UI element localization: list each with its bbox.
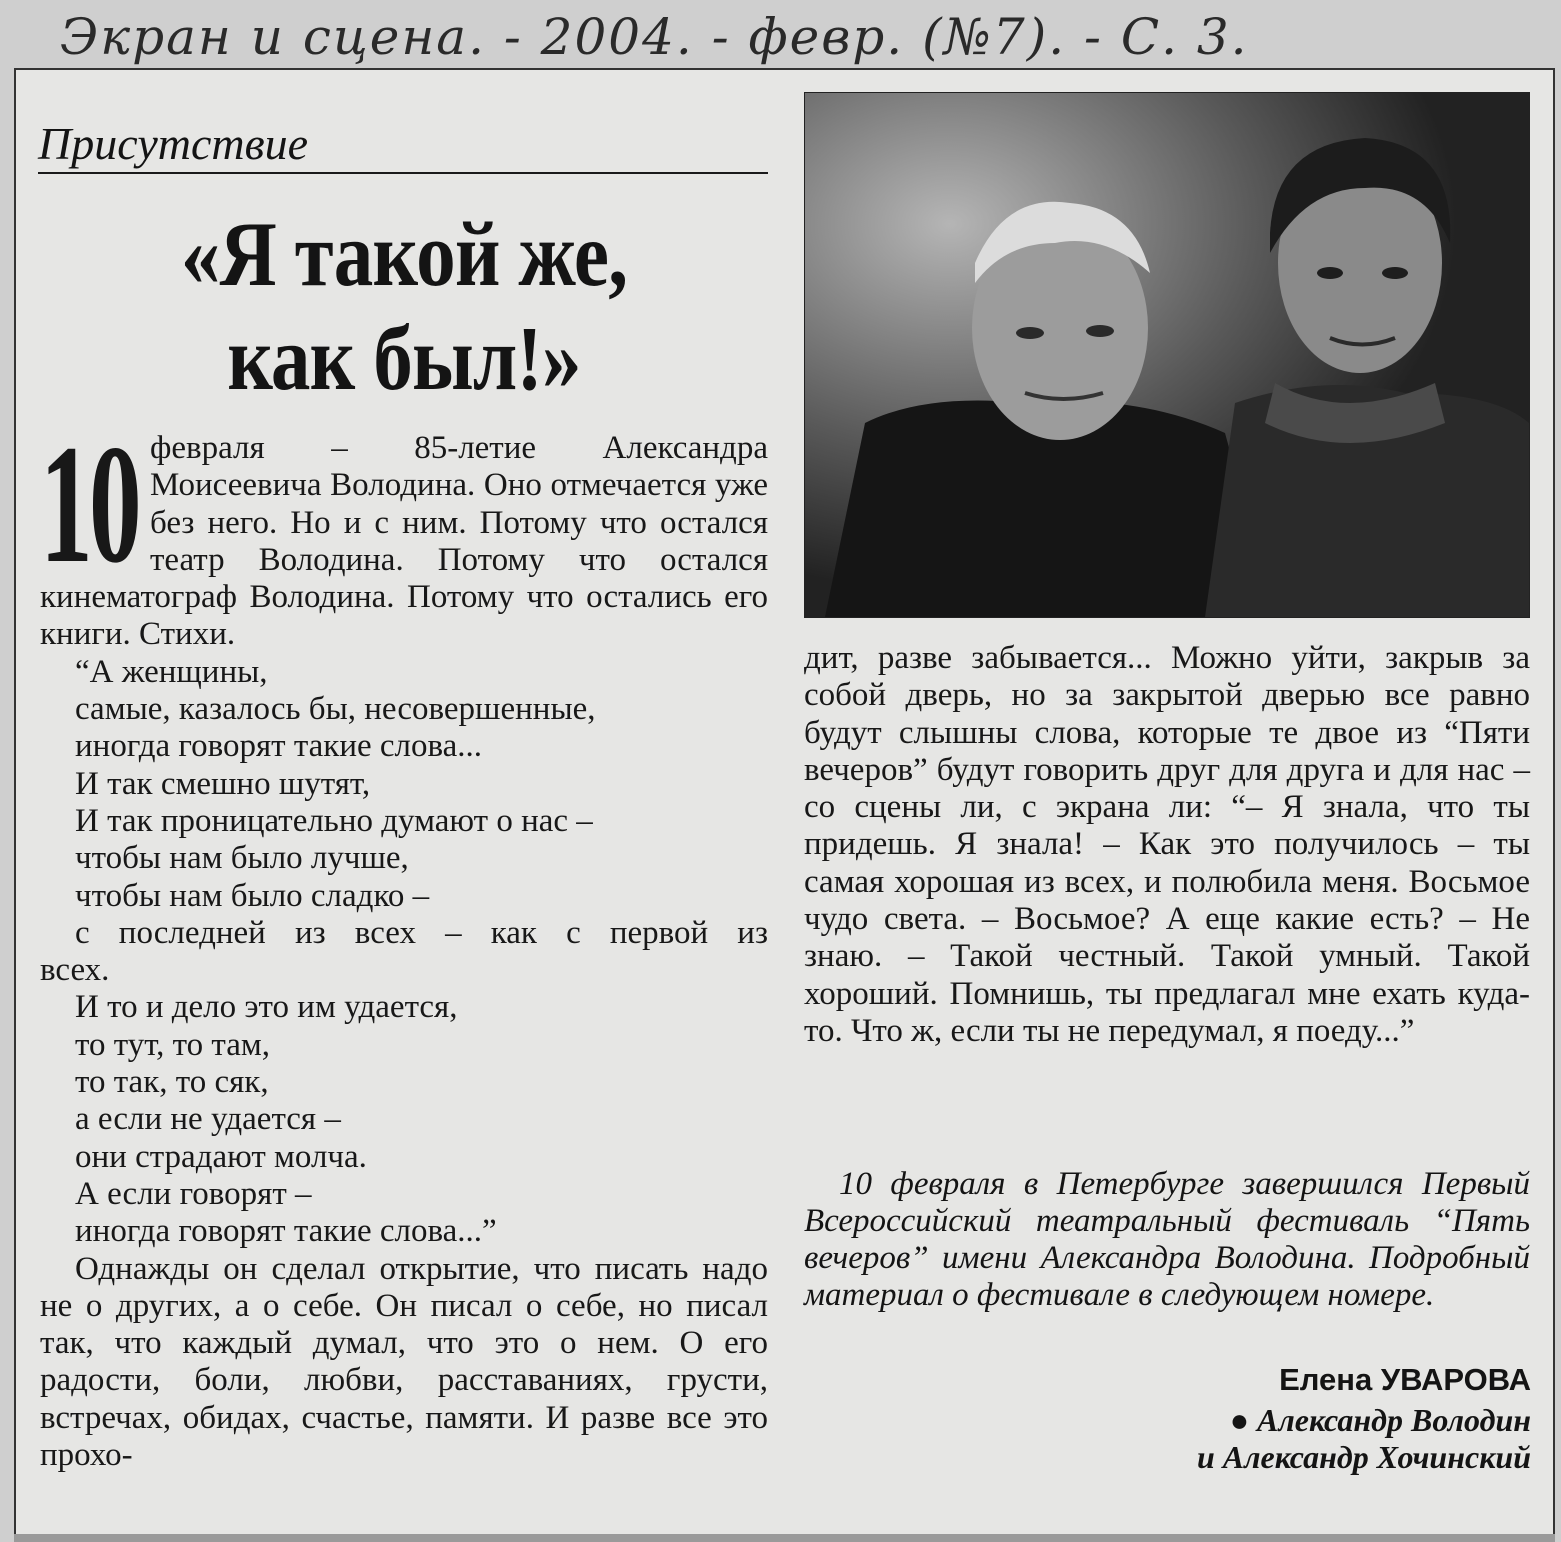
author-byline: Елена УВАРОВА [1279, 1362, 1531, 1397]
poem-line: чтобы нам было сладко – [75, 877, 430, 914]
caption-line-1: ● Александр Володин [1229, 1402, 1531, 1438]
article-headline [91, 202, 717, 410]
poem-line: И так проницательно думают о нас – [75, 802, 593, 839]
left-column [40, 410, 768, 1474]
lead-text: февраля – 85-летие Александра Моисеевича Володина. Оно отмечается уже без него. Но и с ним. Потому что остался театр Володина. Потому что остался кинематограф Володина. Потому что остались его книги. Стихи. [40, 430, 768, 653]
poem-line: И то и дело это им удается, [75, 989, 458, 1026]
right-column [804, 640, 1530, 1050]
poem-line: иногда говорят такие слова...” [75, 1213, 497, 1250]
article-photo [804, 92, 1530, 618]
rubric-title: Присутствие [38, 118, 768, 174]
photo-caption [1031, 1402, 1531, 1476]
poem [40, 654, 768, 1251]
headline-line-1: «Я такой же, [180, 203, 628, 305]
poem-line: а если не удается – [75, 1101, 341, 1138]
photo-illustration [805, 93, 1529, 617]
poem-line: самые, казалось бы, несовершенные, [75, 691, 596, 728]
poem-line: чтобы нам было лучше, [75, 840, 409, 877]
poem-line: иногда говорят такие слова... [75, 728, 483, 765]
poem-line: “А женщины, [75, 653, 268, 690]
lead-paragraph [40, 410, 768, 654]
poem-line: всех. [40, 952, 110, 989]
body-paragraph-left: Однажды он сделал открытие, что писать надо не о других, а о себе. Он писал о себе, но писал так, что каждый думал, что это о нем. О его радости, боли, любви, расставаниях, грусти, встречах, обидах, счастье, памяти. И разве все это прохо- [40, 1250, 768, 1474]
festival-note [804, 1166, 1530, 1314]
dropcap-number: 10 [40, 410, 138, 598]
caption-line-2: и Александр Хочинский [1196, 1439, 1531, 1475]
body-paragraph-right: дит, разве забывается... Можно уйти, закрыв за собой дверь, но за закрытой дверью все равно будут слышны слова, которые те двое из “Пяти вечеров” будут говорить друг для друга и для нас – со сцены ли, с экрана ли: “– Я знала, что ты придешь. Я знала! – Как это получилось – ты самая хорошая из всех, и полюбила меня. Восьмое чудо света. – Восьмое? А еще какие есть? – Не знаю. – Такой честный. Такой умный. Такой хороший. Помнишь, ты предлагал мне ехать куда-то. Что ж, если ты не передумал, я поеду...” [804, 640, 1530, 1049]
festival-note-text: 10 февраля в Петербурге завершился Первый Всероссийский театральный фестиваль “Пять вечеров” имени Александра Володина. Подробный материал о фестивале в следующем номере. [804, 1166, 1530, 1313]
poem-line: А если говорят – [75, 1175, 312, 1212]
poem-line: то тут, то там, [75, 1026, 271, 1063]
headline-line-2: как был!» [227, 307, 581, 409]
poem-line: И так смешно шутят, [75, 765, 371, 802]
poem-line: с последней из всех – как с первой из [75, 914, 768, 951]
poem-line: то так, то сяк, [75, 1064, 269, 1101]
bottom-edge [14, 1534, 1555, 1542]
poem-line: они страдают молча. [75, 1138, 367, 1175]
handwritten-source-note: Экран и сцена. - 2004. - февр. (№7). - С. 3. [60, 8, 1249, 66]
